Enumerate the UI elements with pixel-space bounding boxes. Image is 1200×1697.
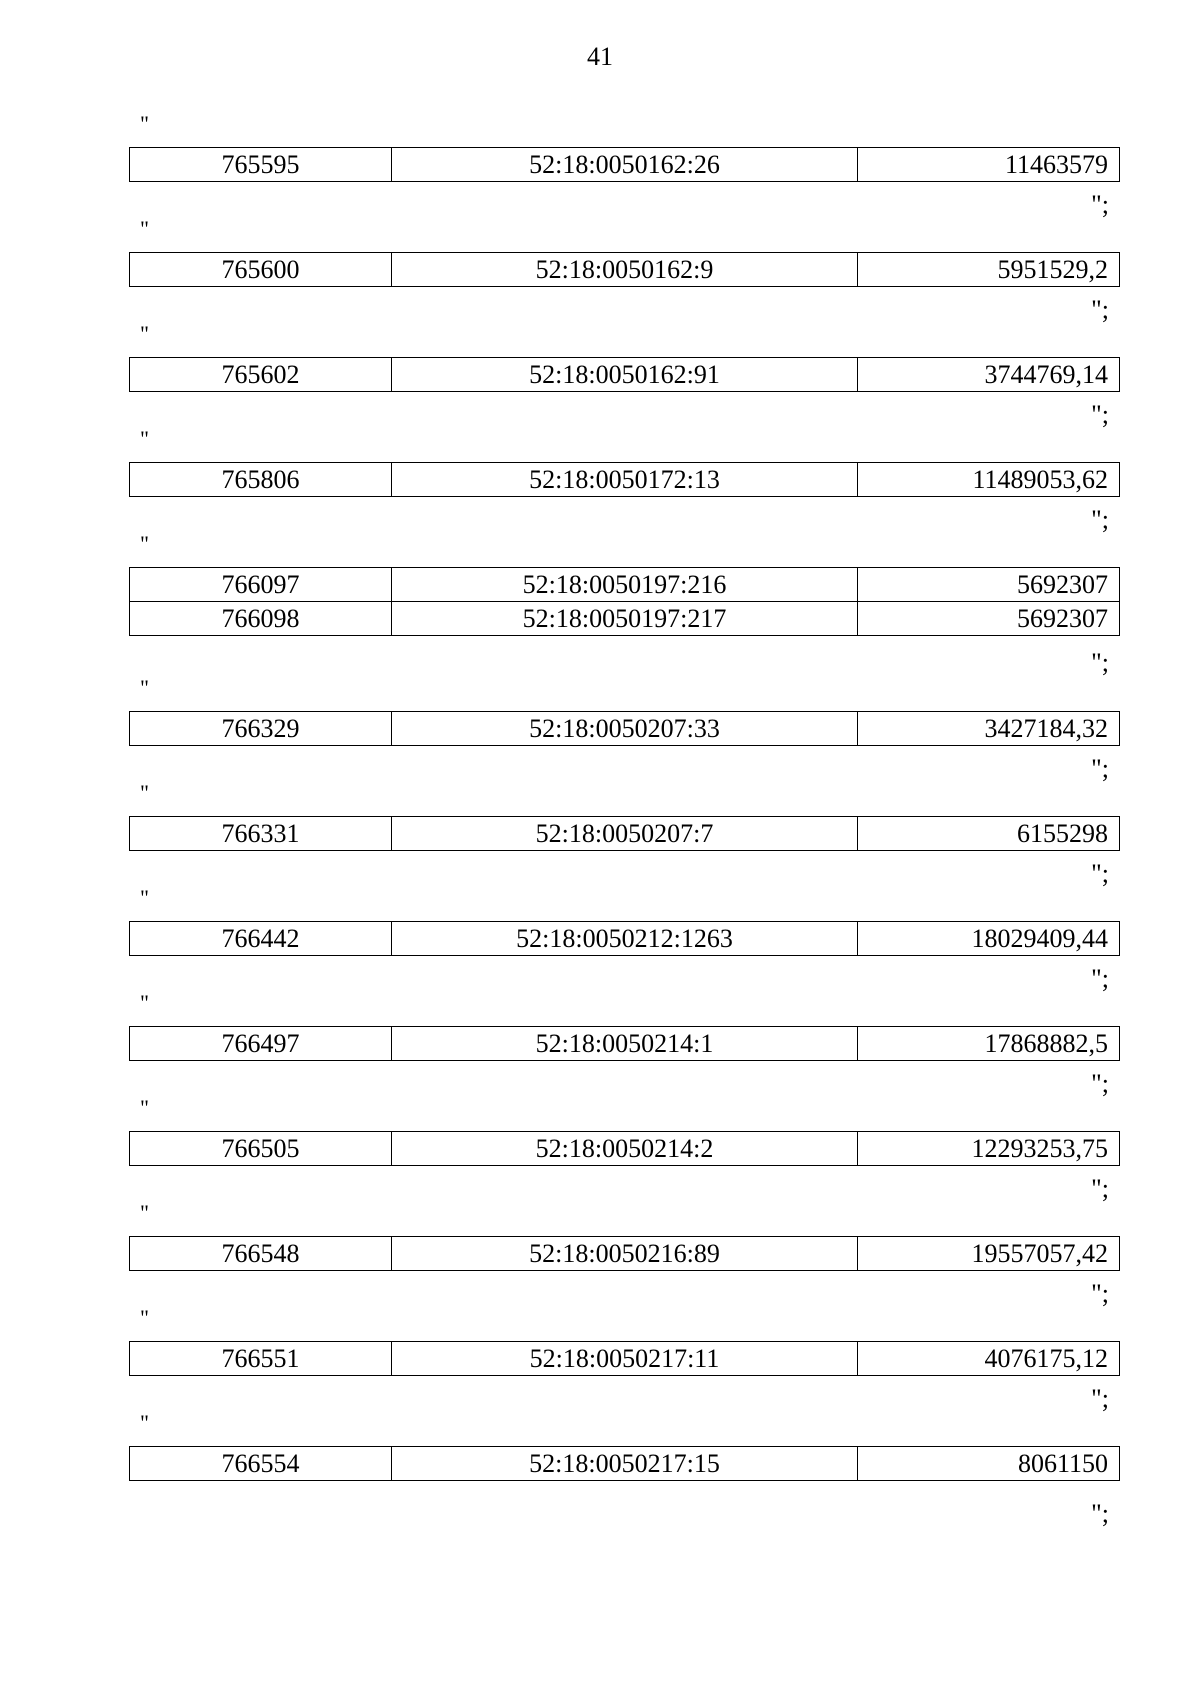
closing-quote: "; <box>1091 295 1109 324</box>
row-id-cell: 765806 <box>130 463 392 497</box>
cadastral-number-cell: 52:18:0050207:33 <box>392 712 858 746</box>
table-row <box>130 602 1120 636</box>
opening-quote: " <box>140 780 149 805</box>
row-id-cell: 766497 <box>130 1027 392 1061</box>
closing-quote: "; <box>1091 505 1109 534</box>
cadastral-value-cell: 5692307 <box>858 568 1120 602</box>
opening-quote: " <box>140 111 149 136</box>
opening-quote: " <box>140 885 149 910</box>
table-row <box>130 253 1120 287</box>
opening-quote: " <box>140 321 149 346</box>
cadastral-value-cell: 8061150 <box>858 1447 1120 1481</box>
closing-quote: "; <box>1091 1499 1109 1528</box>
cadastral-value-cell: 18029409,44 <box>858 922 1120 956</box>
cadastral-value-cell: 5692307 <box>858 602 1120 636</box>
cadastral-value-cell: 12293253,75 <box>858 1132 1120 1166</box>
data-table <box>129 1131 1120 1166</box>
cadastral-value-cell: 6155298 <box>858 817 1120 851</box>
data-table <box>129 1341 1120 1376</box>
amendment-block <box>129 1197 1119 1308</box>
amendment-block <box>129 1092 1119 1203</box>
opening-quote: " <box>140 675 149 700</box>
table-row <box>130 817 1120 851</box>
cadastral-number-cell: 52:18:0050162:9 <box>392 253 858 287</box>
row-id-cell: 765602 <box>130 358 392 392</box>
closing-quote: "; <box>1091 190 1109 219</box>
opening-quote: " <box>140 1200 149 1225</box>
amendment-block <box>129 318 1119 429</box>
cadastral-value-cell: 17868882,5 <box>858 1027 1120 1061</box>
closing-quote: "; <box>1091 400 1109 429</box>
cadastral-value-cell: 5951529,2 <box>858 253 1120 287</box>
cadastral-value-cell: 11489053,62 <box>858 463 1120 497</box>
cadastral-value-cell: 4076175,12 <box>858 1342 1120 1376</box>
data-table <box>129 147 1120 182</box>
opening-quote: " <box>140 1410 149 1435</box>
data-table <box>129 1236 1120 1271</box>
closing-quote: "; <box>1091 754 1109 783</box>
closing-quote: "; <box>1091 1279 1109 1308</box>
closing-quote: "; <box>1091 1174 1109 1203</box>
cadastral-number-cell: 52:18:0050197:216 <box>392 568 858 602</box>
amendment-block <box>129 423 1119 534</box>
row-id-cell: 766098 <box>130 602 392 636</box>
opening-quote: " <box>140 426 149 451</box>
row-id-cell: 766329 <box>130 712 392 746</box>
data-table <box>129 357 1120 392</box>
cadastral-number-cell: 52:18:0050197:217 <box>392 602 858 636</box>
row-id-cell: 765595 <box>130 148 392 182</box>
amendment-block <box>129 1407 1119 1528</box>
cadastral-number-cell: 52:18:0050216:89 <box>392 1237 858 1271</box>
row-id-cell: 766551 <box>130 1342 392 1376</box>
data-table <box>129 921 1120 956</box>
amendment-block <box>129 108 1119 219</box>
page-number: 41 <box>587 42 613 71</box>
cadastral-number-cell: 52:18:0050217:15 <box>392 1447 858 1481</box>
amendment-block <box>129 882 1119 993</box>
document-body <box>129 108 1119 1528</box>
cadastral-number-cell: 52:18:0050212:1263 <box>392 922 858 956</box>
amendment-block <box>129 1302 1119 1413</box>
cadastral-number-cell: 52:18:0050207:7 <box>392 817 858 851</box>
cadastral-value-cell: 11463579 <box>858 148 1120 182</box>
data-table <box>129 1446 1120 1481</box>
closing-quote: "; <box>1091 964 1109 993</box>
cadastral-number-cell: 52:18:0050172:13 <box>392 463 858 497</box>
cadastral-number-cell: 52:18:0050162:26 <box>392 148 858 182</box>
opening-quote: " <box>140 216 149 241</box>
table-row <box>130 922 1120 956</box>
data-table <box>129 711 1120 746</box>
data-table <box>129 1026 1120 1061</box>
table-row <box>130 568 1120 602</box>
data-table <box>129 567 1120 636</box>
row-id-cell: 766442 <box>130 922 392 956</box>
table-row <box>130 1132 1120 1166</box>
amendment-block <box>129 777 1119 888</box>
table-row <box>130 1447 1120 1481</box>
closing-quote: "; <box>1091 648 1109 677</box>
amendment-block <box>129 672 1119 783</box>
row-id-cell: 766331 <box>130 817 392 851</box>
amendment-block <box>129 528 1119 677</box>
row-id-cell: 766505 <box>130 1132 392 1166</box>
closing-quote: "; <box>1091 1384 1109 1413</box>
table-row <box>130 148 1120 182</box>
cadastral-number-cell: 52:18:0050162:91 <box>392 358 858 392</box>
table-row <box>130 1237 1120 1271</box>
opening-quote: " <box>140 990 149 1015</box>
cadastral-number-cell: 52:18:0050214:1 <box>392 1027 858 1061</box>
opening-quote: " <box>140 531 149 556</box>
cadastral-value-cell: 19557057,42 <box>858 1237 1120 1271</box>
table-row <box>130 463 1120 497</box>
cadastral-value-cell: 3427184,32 <box>858 712 1120 746</box>
row-id-cell: 766554 <box>130 1447 392 1481</box>
table-row <box>130 358 1120 392</box>
cadastral-number-cell: 52:18:0050217:11 <box>392 1342 858 1376</box>
amendment-block <box>129 213 1119 324</box>
amendment-block <box>129 987 1119 1098</box>
data-table <box>129 816 1120 851</box>
closing-quote: "; <box>1091 1069 1109 1098</box>
cadastral-number-cell: 52:18:0050214:2 <box>392 1132 858 1166</box>
table-row <box>130 1342 1120 1376</box>
opening-quote: " <box>140 1305 149 1330</box>
row-id-cell: 765600 <box>130 253 392 287</box>
cadastral-value-cell: 3744769,14 <box>858 358 1120 392</box>
table-row <box>130 712 1120 746</box>
row-id-cell: 766548 <box>130 1237 392 1271</box>
data-table <box>129 252 1120 287</box>
closing-quote: "; <box>1091 859 1109 888</box>
opening-quote: " <box>140 1095 149 1120</box>
row-id-cell: 766097 <box>130 568 392 602</box>
data-table <box>129 462 1120 497</box>
table-row <box>130 1027 1120 1061</box>
